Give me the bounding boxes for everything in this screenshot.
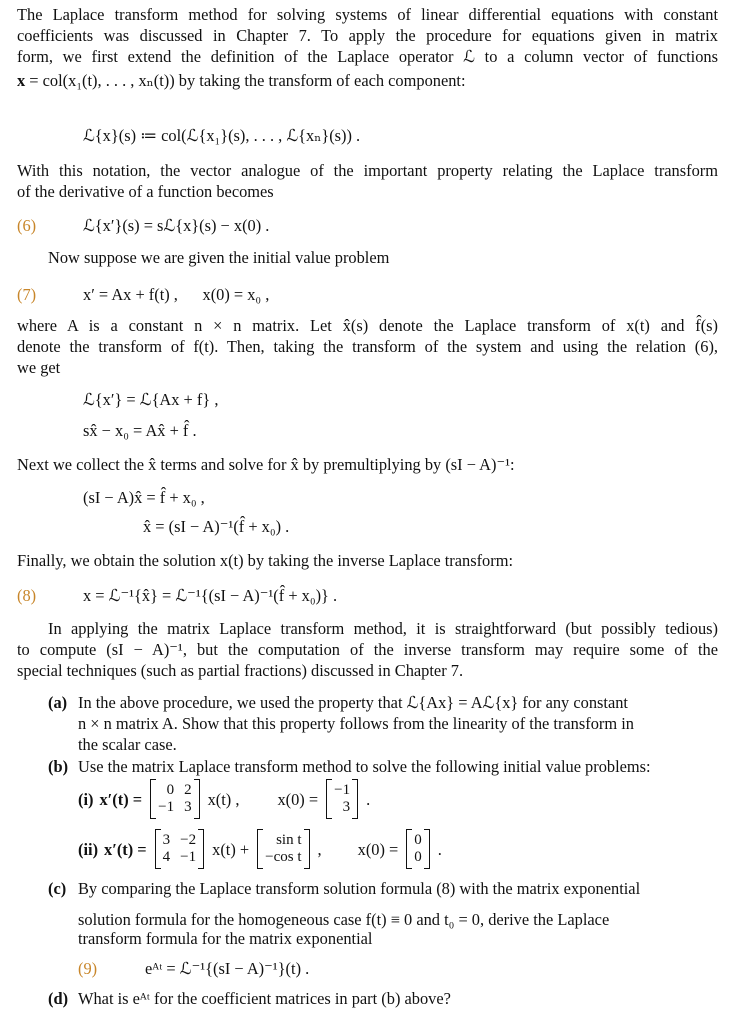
equation-8-label: (8) [17, 586, 37, 605]
vector-entry: 0 [414, 849, 422, 865]
intro-line-2: coefficients was discussed in Chapter 7. To apply the procedure for equations given in matrix [17, 26, 718, 45]
vector-entry: 3 [342, 799, 351, 815]
finally-line: Finally, we obtain the solution x(t) by taking the inverse Laplace transform: [17, 551, 513, 570]
part-b-ii-forcing-vector [257, 829, 309, 869]
part-b-ii-comma: , [317, 839, 322, 859]
collect-line: Next we collect the x̂ terms and solve for x̂ by premultiplying by (sI − A)⁻¹: [17, 455, 515, 474]
part-b-i-lhs: x′(t) = [99, 789, 143, 809]
intro-line-1: The Laplace transform method for solving systems of linear differential equations with constant [17, 5, 718, 24]
intro-line-4-text: = col(x₁(t), . . . , xₙ(t)) by taking the transform of each component: [25, 71, 466, 90]
part-a-line-3: the scalar case. [78, 735, 177, 754]
vector-entry: sin t [276, 832, 302, 848]
applying-line-3: special techniques (such as partial fractions) discussed in Chapter 7. [17, 661, 464, 680]
part-a-label: (a) [48, 693, 68, 712]
where-line-3: we get [17, 358, 61, 377]
equation-7: x′ = Ax + f(t) , x(0) = x₀ , [83, 285, 270, 304]
vector-entry: −cos t [265, 849, 302, 865]
equation-6: ℒ{x′}(s) = sℒ{x}(s) − x(0) . [83, 216, 270, 235]
part-b-ii-initial-vector [406, 829, 430, 869]
equation-7-label: (7) [17, 285, 37, 304]
applying-line-1: In applying the matrix Laplace transform method, it is straightforward (but possibly tedious) [48, 619, 718, 638]
vector-entry: −1 [334, 782, 351, 798]
definition-equation: ℒ{x}(s) ≔ col(ℒ{x₁}(s), . . . , ℒ{xₙ}(s)) . [83, 126, 361, 145]
matrix-entry: 4 [162, 849, 171, 865]
solve-step-1: (sI − A)x̂ = f̂ + x₀ , [83, 488, 205, 507]
part-c-line-1: By comparing the Laplace transform solution formula (8) with the matrix exponential [78, 879, 641, 898]
part-a-line-2: n × n matrix A. Show that this property follows from the linearity of the transform in [78, 714, 634, 733]
part-b-ii-label: (ii) [78, 839, 99, 859]
part-b-label: (b) [48, 757, 69, 776]
part-b-ii-end: . [437, 839, 442, 859]
where-line-2: denote the transform of f(t). Then, taking the transform of the system and using the relation (6), [17, 337, 718, 356]
notation-line-2: of the derivative of a function becomes [17, 182, 274, 201]
part-b-line-1: Use the matrix Laplace transform method to solve the following initial value problems: [78, 757, 651, 776]
part-b-ii-mid: x(t) + [212, 839, 250, 859]
part-b-i-initial-label: x(0) = [277, 789, 319, 809]
notation-line-1: With this notation, the vector analogue of the important property relating the Laplace transform [17, 161, 718, 180]
part-c-line-2: solution formula for the homogeneous case f(t) ≡ 0 and t₀ = 0, derive the Laplace [78, 910, 610, 929]
part-b-i-mid: x(t) , [207, 789, 240, 809]
transformed-system-2: sx̂ − x₀ = Ax̂ + f̂ . [83, 421, 197, 440]
solve-step-2: x̂ = (sI − A)⁻¹(f̂ + x₀) . [143, 517, 290, 536]
equation-9-label: (9) [78, 959, 98, 978]
matrix-entry: −2 [180, 832, 197, 848]
part-b-i-equation [78, 779, 370, 819]
ivp-intro: Now suppose we are given the initial value problem [48, 248, 390, 267]
part-c-line-3: transform formula for the matrix exponential [78, 929, 373, 948]
matrix-entry: 2 [184, 782, 192, 798]
vector-entry: 0 [414, 832, 422, 848]
equation-9: eᴬᵗ = ℒ⁻¹{(sI − A)⁻¹}(t) . [145, 959, 310, 978]
matrix-entry: 3 [162, 832, 171, 848]
where-line-1: where A is a constant n × n matrix. Let x̂(s) denote the Laplace transform of x(t) and f̂(s) [17, 316, 718, 335]
part-b-i-label: (i) [78, 789, 94, 809]
part-c-label: (c) [48, 879, 67, 898]
matrix-entry: 0 [166, 782, 175, 798]
part-b-ii-initial-label: x(0) = [357, 839, 399, 859]
matrix-entry: −1 [158, 799, 175, 815]
part-b-i-coefficient-matrix [150, 779, 199, 819]
matrix-entry: −1 [180, 849, 197, 865]
intro-line-4 [17, 70, 718, 91]
part-b-ii-coefficient-matrix [155, 829, 204, 869]
applying-line-2: to compute (sI − A)⁻¹, but the computation of the inverse transform may require some of the [17, 640, 718, 659]
part-d-text: What is eᴬᵗ for the coefficient matrices in part (b) above? [78, 989, 451, 1008]
part-d-label: (d) [48, 989, 69, 1008]
part-b-ii-equation [78, 829, 442, 869]
equation-8: x = ℒ⁻¹{x̂} = ℒ⁻¹{(sI − A)⁻¹(f̂ + x₀)} . [83, 586, 338, 605]
matrix-entry: 3 [184, 799, 192, 815]
part-a-line-1: In the above procedure, we used the property that ℒ{Ax} = Aℒ{x} for any constant [78, 693, 628, 712]
part-b-i-end: . [366, 789, 371, 809]
part-b-i-initial-vector [326, 779, 358, 819]
transformed-system-1: ℒ{x′} = ℒ{Ax + f} , [83, 390, 219, 409]
intro-vector-x: x [17, 71, 26, 90]
intro-line-3: form, we first extend the definition of the Laplace operator ℒ to a column vector of functions [17, 47, 718, 66]
part-b-ii-lhs: x′(t) = [104, 839, 147, 859]
equation-6-label: (6) [17, 216, 37, 235]
